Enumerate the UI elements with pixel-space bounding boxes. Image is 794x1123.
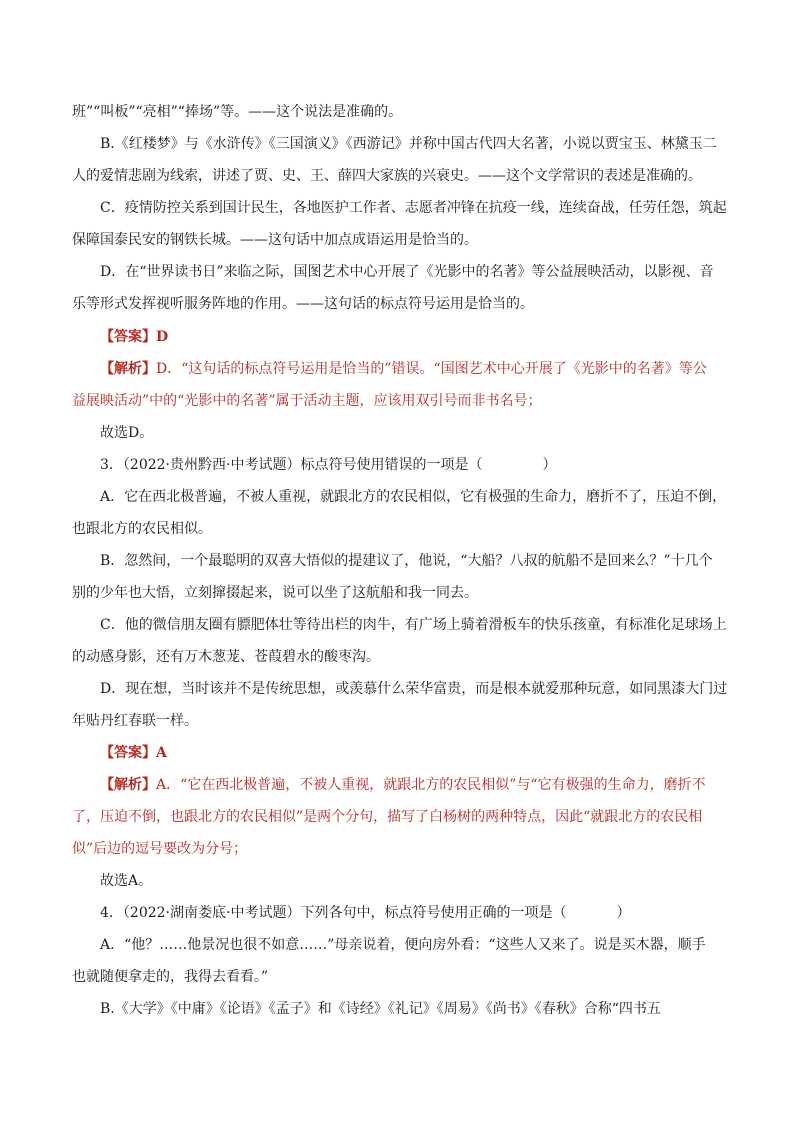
text-line: 的动感身影，还有万木葱茏、苍葭碧水的酸枣沟。	[72, 649, 380, 665]
answer-value: A	[156, 745, 167, 761]
question-number: 3．	[100, 457, 123, 473]
text-line: 班”“叫板”“亮相”“捧场”等。——这个说法是准确的。	[72, 104, 403, 120]
analysis-label: 【解析】	[100, 361, 156, 377]
text-line: 别的少年也大悟，立刻撺掇起来，说可以坐了这航船和我一同去。	[72, 585, 478, 601]
option-c-line: C．他的微信朋友圈有膘肥体壮等待出栏的肉牛，有广场上骑着滑板车的快乐孩童，有标准化足球场上	[100, 617, 727, 633]
option-b-line: B.《大学》《中庸》《论语》《孟子》和《诗经》《礼记》《周易》《尚书》《春秋》合称“四书五	[100, 1001, 661, 1017]
answer-value: D	[156, 329, 169, 345]
answer-label: 【答案】	[100, 329, 156, 345]
option-a-line: A．“他？……他景况也很不如意……”母亲说着，便向房外看：“这些人又来了。说是买木器，顺手	[100, 937, 706, 953]
option-d-line: D．现在想，当时该并不是传统思想，或羡慕什么荣华富贵，而是根本就爱那种玩意，如同黑漆大门过	[100, 681, 728, 697]
choose-line: 故选A。	[100, 873, 153, 889]
option-a-line: A．它在西北极普遍，不被人重视，就跟北方的农民相似，它有极强的生命力，磨折不了，压迫不倒，	[100, 489, 727, 505]
text-line: 人的爱情悲剧为线索，讲述了贾、史、王、薛四大家族的兴衰史。——这个文学常识的表述是准确的。	[72, 168, 702, 184]
question-number: 4．	[100, 905, 123, 921]
question-source: （2022·湖南娄底·中考试题）	[122, 905, 301, 921]
text-line: 年贴丹红春联一样。	[72, 713, 198, 729]
question-text: 标点符号使用错误的一项是（	[300, 457, 483, 473]
analysis-text: 似”后边的逗号要改为分号；	[72, 841, 248, 857]
text-line: 保障国泰民安的钢铁长城。——这句话中加点成语运用是恰当的。	[72, 232, 478, 248]
text-line: 乐等形式发挥视听服务阵地的作用。——这句话的标点符号运用是恰当的。	[72, 296, 534, 312]
question-3-stem	[100, 455, 760, 475]
q3-answer	[100, 743, 760, 763]
option-b-line: B.《红楼梦》与《水浒传》《三国演义》《西游记》并称中国古代四大名著，小说以贾宝玉、林黛玉二	[100, 136, 717, 152]
choose-line: 故选D。	[100, 425, 154, 441]
question-text: 下列各句中，标点符号使用正确的一项是（	[300, 905, 567, 921]
analysis-label: 【解析】	[100, 777, 156, 793]
text-line: 也就随便拿走的，我得去看看。”	[72, 969, 269, 985]
option-d-line: D．在“世界读书日”来临之际，国图艺术中心开展了《光影中的名著》等公益展映活动，以影视、音	[100, 264, 714, 280]
analysis-text: 益展映活动”中的“光影中的名著”属于活动主题，应该用双引号而非书名号；	[72, 393, 542, 409]
question-4-stem	[100, 903, 760, 923]
question-close: ）	[542, 457, 557, 473]
question-close: ）	[616, 905, 631, 921]
question-source: （2022·贵州黔西·中考试题）	[122, 457, 301, 473]
analysis-text: D．“这句话的标点符号运用是恰当的”错误。“国图艺术中心开展了《光影中的名著》等公	[156, 361, 707, 377]
analysis-text: 了，压迫不倒，也跟北方的农民相似”是两个分句，描写了白杨树的两种特点，因此“就跟北方的农民相	[72, 809, 703, 825]
option-c-line: C．疫情防控关系到国计民生，各地医护工作者、志愿者冲锋在抗疫一线，连续奋战，任劳任怨，筑起	[100, 200, 727, 216]
answer-label: 【答案】	[100, 745, 156, 761]
q2-analysis	[100, 359, 760, 379]
option-b-line: B．忽然间，一个最聪明的双喜大悟似的提建议了，他说，“大船？八叔的航船不是回来么？”十几个	[100, 553, 713, 569]
text-line: 也跟北方的农民相似。	[72, 521, 212, 537]
q2-answer	[100, 327, 760, 347]
analysis-text: A．“它在西北极普遍，不被人重视，就跟北方的农民相似”与“它有极强的生命力，磨折不	[156, 777, 706, 793]
q3-analysis	[100, 775, 760, 795]
